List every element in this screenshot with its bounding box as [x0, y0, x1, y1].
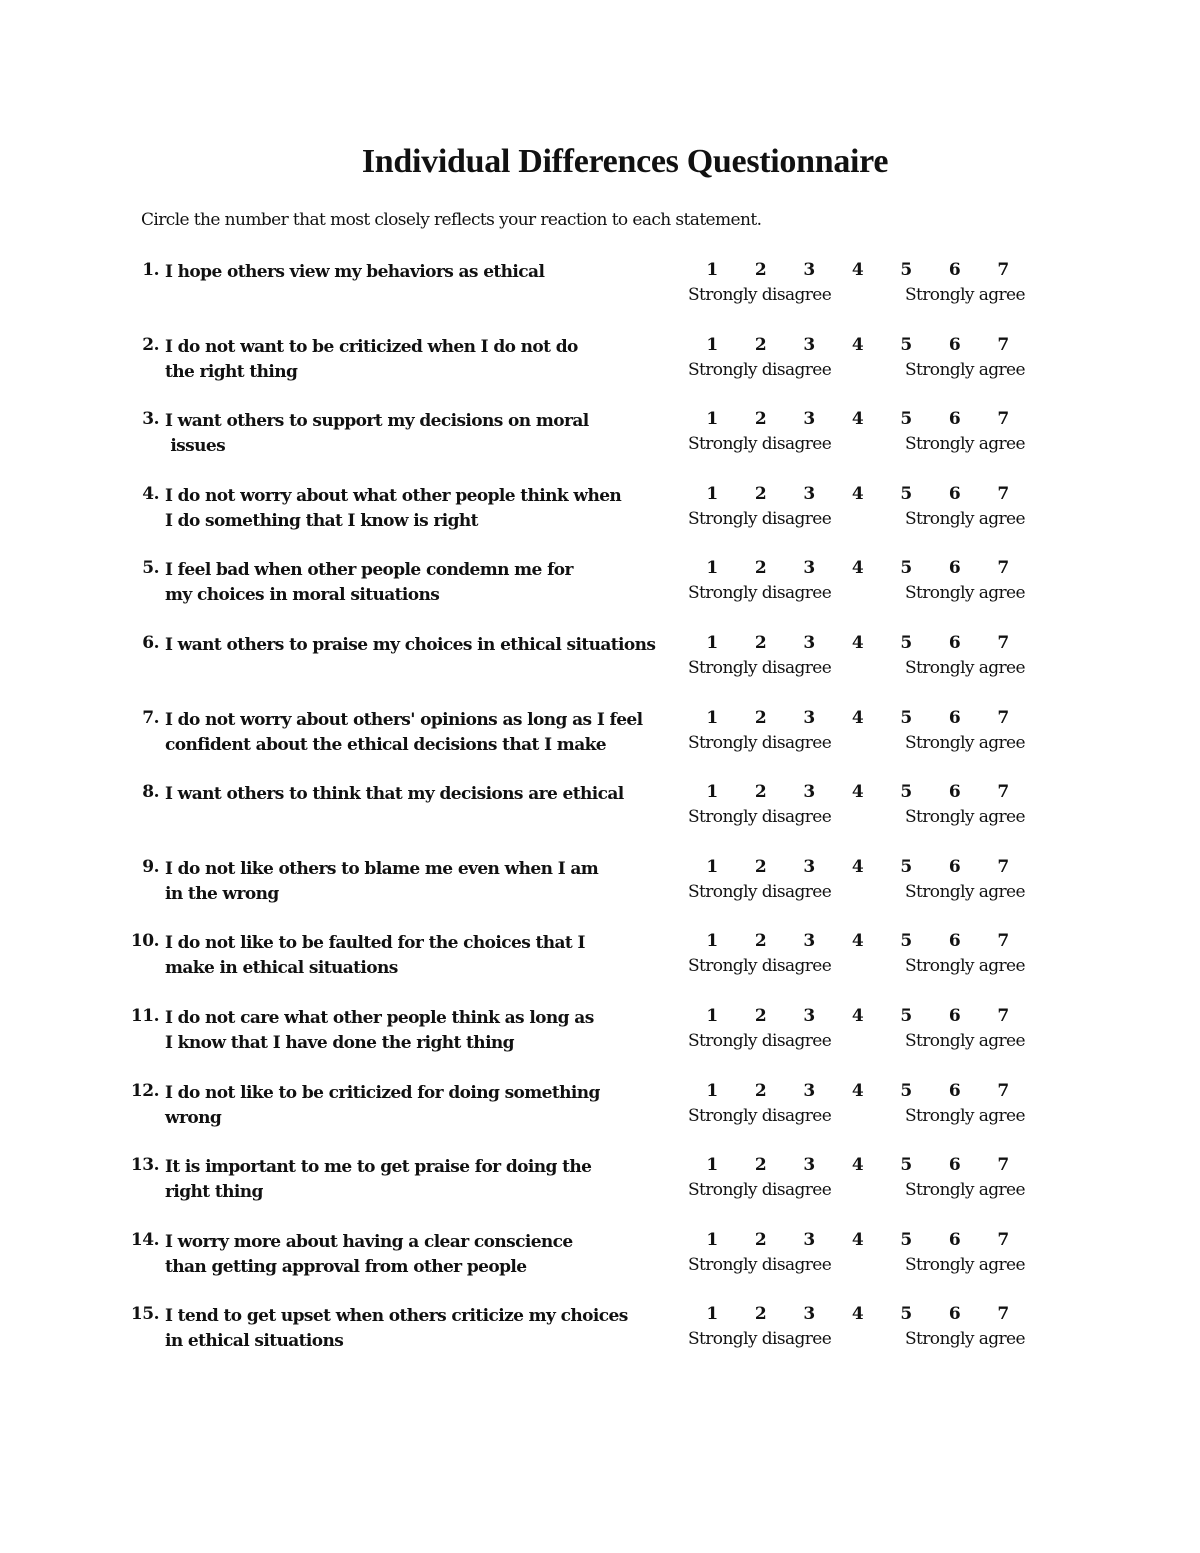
question-statement — [165, 335, 685, 385]
rating-option[interactable]: 1 — [706, 483, 719, 504]
question-number: 12. — [130, 1080, 159, 1101]
rating-option[interactable]: 7 — [997, 856, 1010, 877]
rating-option[interactable]: 6 — [948, 1155, 961, 1176]
question-number: 1. — [142, 260, 159, 280]
question-number: 14. — [130, 1229, 159, 1250]
question-statement — [165, 857, 685, 907]
rating-option[interactable]: 1 — [706, 782, 719, 803]
scale-anchor-disagree: Strongly disagree — [688, 508, 832, 529]
statement-line: I do something that I know is right — [165, 510, 478, 531]
rating-option[interactable]: 2 — [754, 632, 767, 653]
scale-anchor-disagree: Strongly disagree — [688, 1105, 832, 1126]
rating-option[interactable]: 2 — [754, 1080, 767, 1101]
scale-anchor-agree: Strongly agree — [905, 508, 1025, 529]
page-title: Individual Differences Questionnaire — [361, 143, 889, 180]
statement-line: I do not like to be criticized for doing something — [165, 1082, 600, 1103]
scale-anchor-agree: Strongly agree — [905, 285, 1025, 305]
scale-anchor-disagree: Strongly disagree — [688, 1254, 832, 1275]
rating-option[interactable]: 4 — [851, 1155, 864, 1176]
rating-option[interactable]: 6 — [948, 1304, 961, 1325]
scale-anchor-agree: Strongly agree — [905, 583, 1025, 604]
rating-scale — [688, 931, 1048, 981]
rating-option[interactable]: 3 — [803, 1005, 816, 1026]
question-item — [0, 1302, 1200, 1377]
question-item — [0, 855, 1200, 930]
instructions: Circle the number that most closely reflects your reaction to each statement. — [141, 210, 762, 230]
statement-line: in ethical situations — [165, 1331, 344, 1352]
rating-option[interactable]: 2 — [754, 483, 767, 504]
rating-option[interactable]: 1 — [706, 1155, 719, 1176]
rating-option[interactable]: 1 — [706, 1080, 719, 1101]
rating-option[interactable]: 2 — [754, 1304, 767, 1325]
question-number: 3. — [142, 409, 159, 430]
rating-option[interactable]: 2 — [754, 782, 767, 803]
statement-line: the right thing — [165, 361, 298, 382]
rating-option[interactable]: 7 — [997, 260, 1010, 280]
question-item — [0, 333, 1200, 408]
rating-option[interactable]: 1 — [706, 931, 719, 952]
rating-option[interactable]: 4 — [851, 707, 864, 728]
rating-scale — [688, 857, 1048, 907]
rating-option[interactable]: 7 — [997, 558, 1010, 579]
scale-anchor-disagree: Strongly disagree — [688, 285, 832, 305]
rating-option[interactable]: 2 — [754, 856, 767, 877]
rating-option[interactable]: 4 — [851, 260, 864, 280]
rating-option[interactable]: 5 — [900, 260, 913, 280]
statement-line: wrong — [165, 1107, 222, 1128]
rating-options — [688, 1230, 1028, 1250]
rating-option[interactable]: 7 — [997, 409, 1010, 430]
question-statement — [165, 1081, 685, 1131]
rating-option[interactable]: 2 — [754, 260, 767, 280]
rating-scale — [688, 558, 1048, 608]
rating-option[interactable]: 7 — [997, 1155, 1010, 1176]
rating-scale — [688, 1081, 1048, 1131]
scale-anchor-agree: Strongly agree — [905, 1254, 1025, 1275]
scale-anchor-agree: Strongly agree — [905, 434, 1025, 455]
question-item — [0, 258, 1200, 333]
question-number: 15. — [130, 1304, 159, 1325]
question-number: 9. — [142, 856, 159, 877]
rating-scale — [688, 484, 1048, 534]
rating-option[interactable]: 3 — [803, 1304, 816, 1325]
scale-anchor-agree: Strongly agree — [905, 1030, 1025, 1051]
question-statement — [165, 782, 685, 807]
rating-option[interactable]: 4 — [851, 1080, 864, 1101]
scale-anchor-disagree: Strongly disagree — [688, 657, 832, 678]
question-statement — [165, 1230, 685, 1280]
rating-option[interactable]: 6 — [948, 1005, 961, 1026]
scale-anchor-agree: Strongly agree — [905, 807, 1025, 828]
statement-line: than getting approval from other people — [165, 1256, 527, 1277]
scale-anchor-disagree: Strongly disagree — [688, 583, 832, 604]
rating-option[interactable]: 5 — [900, 707, 913, 728]
statement-line: I do not like others to blame me even when I am — [165, 858, 599, 879]
rating-option[interactable]: 5 — [900, 334, 913, 355]
rating-option[interactable]: 3 — [803, 931, 816, 952]
rating-option[interactable]: 4 — [851, 782, 864, 803]
rating-option[interactable]: 6 — [948, 334, 961, 355]
question-list — [0, 258, 1200, 1377]
scale-anchor-disagree: Strongly disagree — [688, 434, 832, 455]
rating-option[interactable]: 4 — [851, 334, 864, 355]
question-statement — [165, 931, 685, 981]
rating-options — [688, 484, 1028, 504]
rating-option[interactable]: 2 — [754, 558, 767, 579]
rating-option[interactable]: 1 — [706, 1005, 719, 1026]
rating-option[interactable]: 5 — [900, 483, 913, 504]
rating-options — [688, 1155, 1028, 1175]
scale-anchor-disagree: Strongly disagree — [688, 732, 832, 753]
rating-scale — [688, 782, 1048, 832]
rating-option[interactable]: 2 — [754, 1229, 767, 1250]
scale-anchor-agree: Strongly agree — [905, 359, 1025, 380]
question-item — [0, 556, 1200, 631]
rating-option[interactable]: 5 — [900, 1155, 913, 1176]
rating-option[interactable]: 3 — [803, 1155, 816, 1176]
statement-line: I do not want to be criticized when I do not do — [165, 336, 578, 357]
question-number: 4. — [142, 483, 159, 504]
rating-option[interactable]: 6 — [948, 931, 961, 952]
rating-option[interactable]: 4 — [851, 483, 864, 504]
scale-anchor-disagree: Strongly disagree — [688, 359, 832, 380]
rating-option[interactable]: 4 — [851, 931, 864, 952]
statement-line: my choices in moral situations — [165, 585, 440, 606]
rating-option[interactable]: 1 — [706, 856, 719, 877]
question-item — [0, 631, 1200, 706]
rating-option[interactable]: 2 — [754, 334, 767, 355]
statement-line: in the wrong — [165, 883, 279, 904]
statement-line: I know that I have done the right thing — [165, 1032, 514, 1053]
rating-option[interactable]: 1 — [706, 632, 719, 653]
scale-anchor-agree: Strongly agree — [905, 732, 1025, 753]
rating-scale — [688, 1230, 1048, 1280]
scale-anchor-disagree: Strongly disagree — [688, 881, 832, 902]
rating-options — [688, 633, 1028, 653]
rating-option[interactable]: 4 — [851, 1005, 864, 1026]
rating-option[interactable]: 2 — [754, 707, 767, 728]
scale-anchor-disagree: Strongly disagree — [688, 1030, 832, 1051]
question-item — [0, 1228, 1200, 1303]
rating-option[interactable]: 3 — [803, 558, 816, 579]
statement-line: It is important to me to get praise for doing the — [165, 1157, 592, 1178]
question-statement — [165, 484, 685, 534]
rating-option[interactable]: 6 — [948, 558, 961, 579]
statement-line: I do not care what other people think as long as — [165, 1007, 594, 1028]
rating-option[interactable]: 3 — [803, 334, 816, 355]
rating-option[interactable]: 3 — [803, 409, 816, 430]
statement-line: I feel bad when other people condemn me for — [165, 560, 573, 581]
question-item — [0, 1079, 1200, 1154]
scale-anchor-agree: Strongly agree — [905, 1180, 1025, 1201]
question-statement — [165, 633, 685, 658]
rating-options — [688, 1081, 1028, 1101]
question-number: 10. — [130, 931, 159, 952]
rating-option[interactable]: 6 — [948, 409, 961, 430]
rating-option[interactable]: 3 — [803, 260, 816, 280]
rating-options — [688, 558, 1028, 578]
rating-option[interactable]: 7 — [997, 707, 1010, 728]
rating-option[interactable]: 3 — [803, 707, 816, 728]
rating-option[interactable]: 1 — [706, 1304, 719, 1325]
rating-option[interactable]: 5 — [900, 1304, 913, 1325]
rating-option[interactable]: 1 — [706, 409, 719, 430]
rating-option[interactable]: 1 — [706, 260, 719, 280]
rating-option[interactable]: 6 — [948, 483, 961, 504]
rating-option[interactable]: 5 — [900, 856, 913, 877]
rating-option[interactable]: 3 — [803, 856, 816, 877]
rating-option[interactable]: 5 — [900, 782, 913, 803]
rating-option[interactable]: 5 — [900, 1080, 913, 1101]
rating-option[interactable]: 7 — [997, 931, 1010, 952]
rating-option[interactable]: 7 — [997, 632, 1010, 653]
statement-line: issues — [165, 436, 226, 457]
question-statement — [165, 558, 685, 608]
rating-option[interactable]: 7 — [997, 334, 1010, 355]
question-item — [0, 1153, 1200, 1228]
rating-option[interactable]: 5 — [900, 1005, 913, 1026]
rating-options — [688, 1304, 1028, 1324]
question-number: 7. — [142, 707, 159, 728]
rating-options — [688, 335, 1028, 355]
statement-line: I do not worry about others' opinions as long as I feel — [165, 709, 643, 730]
rating-option[interactable]: 1 — [706, 707, 719, 728]
statement-line: make in ethical situations — [165, 958, 398, 979]
question-number: 6. — [142, 632, 159, 653]
rating-option[interactable]: 7 — [997, 1080, 1010, 1101]
rating-scale — [688, 335, 1048, 385]
rating-option[interactable]: 4 — [851, 409, 864, 430]
scale-anchor-disagree: Strongly disagree — [688, 1180, 832, 1201]
rating-option[interactable]: 5 — [900, 931, 913, 952]
rating-options — [688, 260, 1028, 280]
question-statement — [165, 409, 685, 459]
statement-line: I do not like to be faulted for the choices that I — [165, 933, 585, 954]
rating-options — [688, 708, 1028, 728]
rating-option[interactable]: 4 — [851, 1304, 864, 1325]
rating-option[interactable]: 3 — [803, 782, 816, 803]
rating-option[interactable]: 1 — [706, 334, 719, 355]
scale-anchor-agree: Strongly agree — [905, 1329, 1025, 1350]
rating-option[interactable]: 6 — [948, 782, 961, 803]
rating-option[interactable]: 1 — [706, 558, 719, 579]
rating-options — [688, 782, 1028, 802]
question-number: 5. — [142, 558, 159, 579]
rating-options — [688, 857, 1028, 877]
rating-option[interactable]: 3 — [803, 483, 816, 504]
statement-line: I worry more about having a clear conscience — [165, 1231, 573, 1252]
statement-line: I want others to praise my choices in ethical situations — [165, 634, 656, 655]
rating-option[interactable]: 7 — [997, 1229, 1010, 1250]
rating-option[interactable]: 6 — [948, 1080, 961, 1101]
statement-line: I do not worry about what other people think when — [165, 485, 622, 506]
rating-option[interactable]: 6 — [948, 707, 961, 728]
question-number: 11. — [130, 1005, 159, 1026]
question-statement — [165, 1155, 685, 1205]
rating-scale — [688, 409, 1048, 459]
scale-anchor-disagree: Strongly disagree — [688, 807, 832, 828]
rating-option[interactable]: 7 — [997, 1005, 1010, 1026]
rating-option[interactable]: 6 — [948, 1229, 961, 1250]
question-number: 2. — [142, 334, 159, 355]
question-item — [0, 780, 1200, 855]
rating-options — [688, 409, 1028, 429]
rating-option[interactable]: 4 — [851, 558, 864, 579]
statement-line: I want others to support my decisions on moral — [165, 411, 589, 432]
question-statement — [165, 260, 685, 285]
scale-anchor-agree: Strongly agree — [905, 1105, 1025, 1126]
rating-options — [688, 931, 1028, 951]
rating-scale — [688, 708, 1048, 758]
scale-anchor-disagree: Strongly disagree — [688, 1329, 832, 1350]
rating-scale — [688, 1155, 1048, 1205]
statement-line: confident about the ethical decisions that I make — [165, 734, 606, 755]
rating-option[interactable]: 3 — [803, 1229, 816, 1250]
question-statement — [165, 1006, 685, 1056]
rating-option[interactable]: 2 — [754, 1155, 767, 1176]
question-item — [0, 1004, 1200, 1079]
question-number: 8. — [142, 782, 159, 803]
question-statement — [165, 1304, 685, 1354]
rating-option[interactable]: 5 — [900, 1229, 913, 1250]
question-number: 13. — [130, 1155, 159, 1176]
scale-anchor-agree: Strongly agree — [905, 657, 1025, 678]
rating-option[interactable]: 6 — [948, 856, 961, 877]
statement-line: I want others to think that my decisions are ethical — [165, 784, 624, 805]
statement-line: right thing — [165, 1182, 263, 1203]
rating-scale — [688, 1304, 1048, 1354]
rating-option[interactable]: 5 — [900, 409, 913, 430]
rating-option[interactable]: 2 — [754, 409, 767, 430]
question-item — [0, 482, 1200, 557]
scale-anchor-agree: Strongly agree — [905, 881, 1025, 902]
rating-option[interactable]: 4 — [851, 856, 864, 877]
rating-option[interactable]: 6 — [948, 260, 961, 280]
rating-option[interactable]: 2 — [754, 1005, 767, 1026]
rating-option[interactable]: 5 — [900, 632, 913, 653]
rating-option[interactable]: 4 — [851, 632, 864, 653]
rating-option[interactable]: 5 — [900, 558, 913, 579]
rating-option[interactable]: 1 — [706, 1229, 719, 1250]
rating-scale — [688, 633, 1048, 683]
rating-scale — [688, 260, 1048, 310]
rating-option[interactable]: 7 — [997, 483, 1010, 504]
scale-anchor-disagree: Strongly disagree — [688, 956, 832, 977]
rating-option[interactable]: 3 — [803, 1080, 816, 1101]
rating-option[interactable]: 7 — [997, 782, 1010, 803]
question-item — [0, 929, 1200, 1004]
rating-option[interactable]: 3 — [803, 632, 816, 653]
question-item — [0, 407, 1200, 482]
rating-option[interactable]: 4 — [851, 1229, 864, 1250]
scale-anchor-agree: Strongly agree — [905, 956, 1025, 977]
rating-option[interactable]: 6 — [948, 632, 961, 653]
question-item — [0, 706, 1200, 781]
question-statement — [165, 708, 685, 758]
rating-option[interactable]: 7 — [997, 1304, 1010, 1325]
statement-line: I tend to get upset when others criticize my choices — [165, 1306, 628, 1327]
rating-scale — [688, 1006, 1048, 1056]
statement-line: I hope others view my behaviors as ethical — [165, 262, 545, 282]
rating-option[interactable]: 2 — [754, 931, 767, 952]
rating-options — [688, 1006, 1028, 1026]
